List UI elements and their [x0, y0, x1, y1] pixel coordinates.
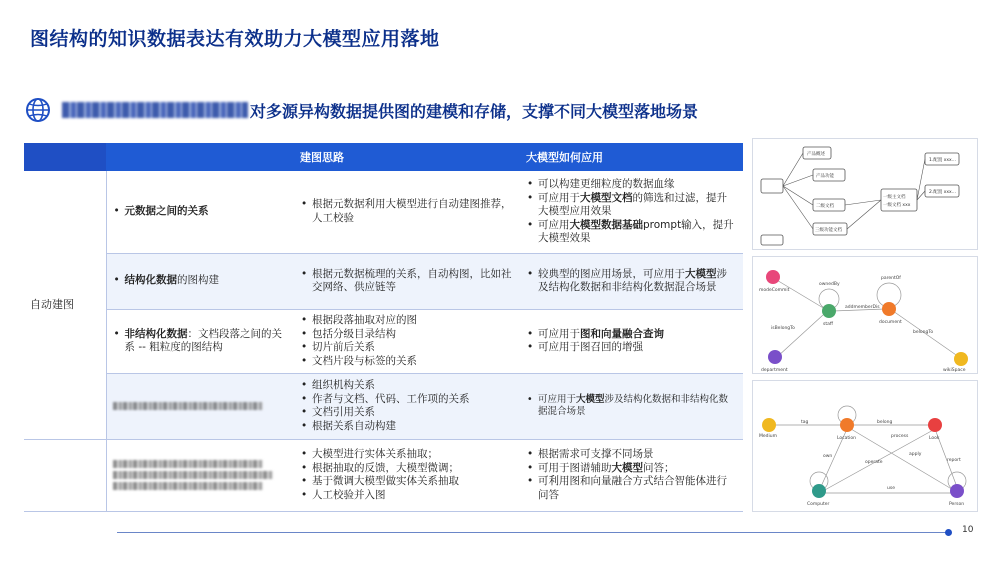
approach-cell: [294, 373, 520, 439]
graph-edge-label: addmemberDis: [845, 305, 880, 310]
footer-divider: [117, 532, 949, 533]
person-node-icon: [950, 484, 964, 498]
approach-cell: [294, 171, 520, 253]
graph-node-label: Computer: [807, 502, 830, 507]
computer-node-icon: [812, 484, 826, 498]
list-item: • 根据需求可支撑不同场景: [526, 448, 737, 462]
list-item: • 根据抽取的反馈，大模型微调；: [300, 462, 514, 476]
list-item: • 较典型的图应用场景，可应用于大模型涉及结构化数据和非结构化数据混合场景: [526, 268, 737, 295]
graph-edge-label: belong: [877, 420, 893, 425]
row-head: [106, 439, 294, 511]
list-item: • 根据元数据梳理的关系，自动构图，比如社交网络、供应链等: [300, 268, 514, 295]
list-item: • 根据关系自动构建: [300, 420, 514, 434]
list-item: • 文档片段与标签的关系: [300, 355, 514, 369]
graph-edge-label: operate: [865, 460, 883, 465]
graph-edge-label: use: [887, 486, 895, 491]
approach-cell: [294, 309, 520, 373]
approach-cell: [294, 253, 520, 309]
list-item: • 可应用于图召回的增强: [526, 341, 737, 355]
graph-node-label: 一级主文档: [883, 195, 906, 200]
usage-cell: [520, 309, 743, 373]
graph-edge-label: report: [947, 458, 961, 463]
redacted-text: [113, 402, 263, 410]
table-header-cell: [24, 143, 106, 171]
redacted-text: [113, 471, 273, 479]
footer-dot: [945, 529, 952, 536]
group-label-empty: [24, 439, 106, 511]
person-node-icon: [766, 270, 780, 284]
graph-node-label: staff: [823, 322, 833, 327]
space-node-icon: [954, 352, 968, 366]
graph-edge-label: parentOf: [881, 276, 901, 281]
graph-edge-label: apply: [909, 452, 922, 457]
list-item: • 可应用大模型数据基础prompt输入，提升大模型效果: [526, 219, 737, 246]
strategy-table: [24, 143, 743, 512]
location-node-icon: [840, 418, 854, 432]
graph-node-label: Look: [929, 436, 940, 441]
doc-graph: [753, 139, 977, 249]
list-item: • 可以构建更细粒度的数据血缘: [526, 178, 737, 192]
usage-cell: [520, 439, 743, 511]
table-row: [24, 439, 743, 511]
medium-node-icon: [762, 418, 776, 432]
look-node-icon: [928, 418, 942, 432]
list-item: • 文档引用关系: [300, 406, 514, 420]
row-head: [106, 373, 294, 439]
row-head: [106, 171, 294, 253]
graph-node-label: Person: [949, 502, 965, 507]
list-item: • 人工校验并入图: [300, 489, 514, 503]
approach-cell: [294, 439, 520, 511]
row-head-bold: 元数据之间的关系: [124, 205, 209, 217]
redacted-text: [62, 102, 248, 118]
row-head: • 结构化数据的图构建: [106, 253, 294, 309]
usage-cell: [520, 253, 743, 309]
table-header-cell: 大模型如何应用: [520, 143, 743, 171]
graph-node-label: Medium: [759, 434, 777, 439]
graph-node-label: 产品功能: [816, 174, 834, 179]
list-item: • 切片前后关系: [300, 341, 514, 355]
usage-cell: [520, 171, 743, 253]
list-item: • 可应用于大模型文档的筛选和过滤，提升大模型应用效果: [526, 192, 737, 219]
entity-graph-panel: [752, 380, 978, 512]
graph-edge-label: isBelongTo: [771, 326, 795, 331]
section-subtitle: [24, 96, 698, 124]
department-node-icon: [768, 350, 782, 364]
graph-node-label: 一级文档 xxx: [883, 203, 911, 208]
doc-graph-panel: [752, 138, 978, 250]
graph-node-label: Location: [837, 436, 857, 441]
graph-node-label: 2.配置 xxx...: [929, 190, 957, 195]
page-title: 图结构的知识数据表达有效助力大模型应用落地: [30, 28, 440, 50]
graph-node-label: 1.配置 xxx...: [929, 158, 957, 163]
group-label: 自动建图: [24, 171, 106, 439]
entity-graph: [753, 381, 977, 511]
table-header-cell: [106, 143, 294, 171]
list-item: • 可用于图谱辅助大模型问答；: [526, 462, 737, 476]
graph-edge-label: own: [823, 454, 833, 459]
graph-edge-label: belongTo: [913, 330, 934, 335]
table-header-cell: 建图思路: [294, 143, 520, 171]
list-item: • 根据元数据利用大模型进行自动建图推荐，人工校验: [300, 198, 514, 225]
redacted-text: [113, 482, 263, 490]
table-row: [24, 309, 743, 373]
page-number: 10: [962, 525, 974, 535]
graph-node-label: 二级文档: [816, 204, 834, 209]
graph-node-label: 产品概述: [807, 152, 825, 157]
graph-edge-label: tag: [801, 420, 809, 425]
org-graph-panel: [752, 256, 978, 374]
graph-edge-label: ownedBy: [819, 282, 840, 287]
list-item: • 可利用图和向量融合方式结合智能体进行问答: [526, 475, 737, 502]
table-row: [24, 373, 743, 439]
subtitle-text: 对多源异构数据提供图的建模和存储，支撑不同大模型落地场景: [250, 101, 699, 121]
table-row: [24, 171, 743, 253]
graph-node-label: modeCommit: [759, 288, 790, 293]
list-item: • 可应用于大模型涉及结构化数据和非结构化数据混合场景: [526, 394, 737, 418]
graph-node-label: document: [879, 320, 902, 325]
network-sphere-icon: [24, 96, 52, 124]
table-header-row: [24, 143, 743, 171]
graph-node-label: department: [761, 368, 788, 373]
table-row: [24, 253, 743, 309]
list-item: • 大模型进行实体关系抽取；: [300, 448, 514, 462]
list-item: • 组织机构关系: [300, 379, 514, 393]
graph-edge-label: process: [891, 434, 909, 439]
redacted-text: [113, 460, 263, 468]
list-item: • 作者与文档、代码、工作项的关系: [300, 393, 514, 407]
graph-node-label: 三级功能文档: [815, 228, 842, 233]
staff-node-icon: [822, 304, 836, 318]
org-graph: [753, 257, 977, 373]
usage-cell: [520, 373, 743, 439]
list-item: • 基于微调大模型做实体关系抽取: [300, 475, 514, 489]
list-item: • 可应用于图和向量融合查询: [526, 328, 737, 342]
list-item: • 根据段落抽取对应的图: [300, 314, 514, 328]
document-node-icon: [882, 302, 896, 316]
list-item: • 包括分级目录结构: [300, 328, 514, 342]
row-head: • 非结构化数据：文档段落之间的关系 -- 粗粒度的图结构: [106, 309, 294, 373]
graph-node-label: wikiSpace: [943, 368, 966, 373]
